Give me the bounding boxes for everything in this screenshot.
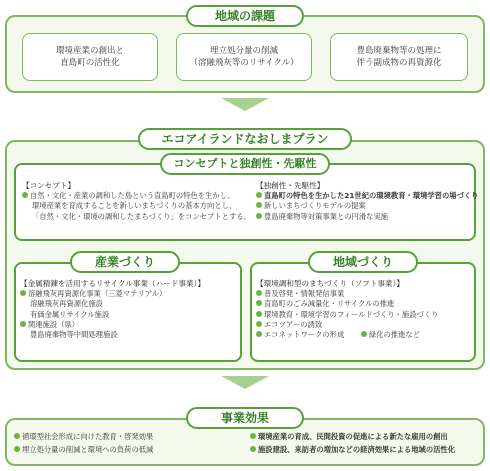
- issue-box-2-line-1: 埋立処分量の削減: [209, 46, 278, 56]
- effect-item-text: 埋立処分量の削減と環境への負荷の低減: [22, 445, 154, 455]
- bullet-icon: [250, 433, 256, 439]
- bullet-icon: [250, 446, 256, 452]
- concept-pill: コンセプトと独創性・先駆性: [160, 153, 330, 175]
- bullet-icon: [256, 192, 262, 198]
- concept-line-3: 「自然・文化・環境の調和したまちづくり」をコンセプトとする。: [32, 211, 251, 221]
- industry-line: 豊島廃棄物等中間処理施設: [30, 330, 118, 340]
- bullet-icon: [256, 290, 262, 296]
- issues-title: 地域の課題: [186, 5, 304, 27]
- community-item-text: エコネットワークの形成: [264, 330, 345, 340]
- industry-line: [20, 289, 238, 299]
- originality-item: [256, 212, 470, 222]
- originality-item: [256, 201, 470, 211]
- issue-box-2: [176, 33, 312, 81]
- down-arrow-icon: [221, 98, 269, 111]
- plan-title: エコアイランドなおしまプラン: [138, 128, 352, 150]
- down-arrow-icon: [221, 376, 269, 389]
- effect-item-text: 施設建設、来訪者の増加などの経済効果による地域の活性化: [258, 445, 456, 455]
- bullet-icon: [20, 321, 26, 327]
- concept-line-1: [22, 191, 252, 201]
- community-item-text: 普及啓発・情報発信事業: [264, 289, 345, 298]
- industry-heading: 【金属精錬を活用するリサイクル事業（ハード事業）】: [20, 279, 205, 288]
- effects-right: [250, 432, 480, 456]
- bullet-icon: [256, 311, 262, 317]
- community-item: [256, 310, 472, 320]
- community-item: [256, 299, 472, 309]
- industry-line-text: 関連施設（県）: [28, 319, 80, 329]
- industry-section: [20, 278, 238, 340]
- community-item-text: エコツアーの誘致: [264, 319, 323, 329]
- originality-item: [256, 191, 479, 201]
- community-item-text: 環境教育・環境学習のフィールドづくり・施設づくり: [264, 309, 439, 319]
- originality-item-text: 豊島廃棄物等対策事業との円滑な実施: [264, 211, 389, 221]
- industry-line: 有価金属リサイクル施設: [30, 309, 110, 319]
- effect-item-text: 環境産業の育成、民間投資の促進による新たな雇用の創出: [258, 432, 448, 441]
- bullet-icon: [361, 331, 367, 337]
- effects-title: 事業効果: [186, 407, 304, 429]
- concept-heading: 【コンセプト】: [22, 181, 76, 190]
- community-item-text: 緑化の推進など: [368, 330, 420, 340]
- bullet-icon: [14, 446, 20, 452]
- effects-left: [14, 432, 228, 456]
- bullet-icon: [14, 433, 20, 439]
- industry-title: 産業づくり: [70, 251, 180, 273]
- bullet-icon: [256, 300, 262, 306]
- issue-box-3: [330, 33, 468, 81]
- community-item-row: [256, 330, 472, 340]
- bullet-icon: [22, 192, 28, 198]
- community-section: [256, 278, 472, 340]
- community-item-text: 直島町のごみ減量化・リサイクルの推進: [264, 299, 395, 309]
- concept-line-2: 環境産業を育成することを新しいまちづくりの基本方向とし、: [32, 201, 237, 211]
- issue-box-3-line-1: 豊島廃棄物等の処理に: [356, 46, 442, 56]
- industry-line: [20, 320, 238, 330]
- issue-box-1-line-1: 環境産業の創出と: [55, 46, 124, 56]
- originality-item-text: 直島町の特色を生かした21世紀の環境教育・環境学習の場づくり: [264, 191, 479, 200]
- effect-item: [14, 432, 228, 442]
- community-heading: 【環境調和型のまちづくり（ソフト事業）】: [256, 279, 404, 288]
- effect-item-text: 循環型社会形成に向けた教育・啓発効果: [22, 432, 154, 441]
- effect-item: [250, 445, 480, 455]
- community-item: [256, 320, 472, 330]
- community-title: 地域づくり: [308, 251, 418, 273]
- community-item: [256, 289, 472, 299]
- industry-line: 溶融飛灰再資源化施設: [30, 299, 103, 309]
- issue-box-3-line-2: 伴う副成物の再資源化: [356, 58, 442, 68]
- bullet-icon: [256, 321, 262, 327]
- concept-line-1-text: 自然・文化・産業の調和した島という直島町の特色を生かし、: [30, 191, 235, 200]
- bullet-icon: [256, 213, 262, 219]
- issue-box-1-line-2: 直島町の活性化: [60, 58, 120, 68]
- issue-box-1: [22, 33, 158, 81]
- bullet-icon: [20, 290, 26, 296]
- issue-box-2-line-2: （溶融飛灰等のリサイクル）: [189, 58, 299, 68]
- effect-item: [250, 432, 480, 442]
- concept-section: [22, 180, 252, 222]
- industry-line-text: 溶融飛灰再資源化事業（三菱マテリアル）: [28, 289, 167, 298]
- originality-section: [256, 180, 479, 222]
- originality-item-text: 新しいまちづくりモデルの提案: [264, 201, 366, 211]
- effect-item: [14, 445, 228, 455]
- originality-heading: 【独創性・先駆性】: [256, 181, 325, 190]
- bullet-icon: [256, 202, 262, 208]
- bullet-icon: [256, 331, 262, 337]
